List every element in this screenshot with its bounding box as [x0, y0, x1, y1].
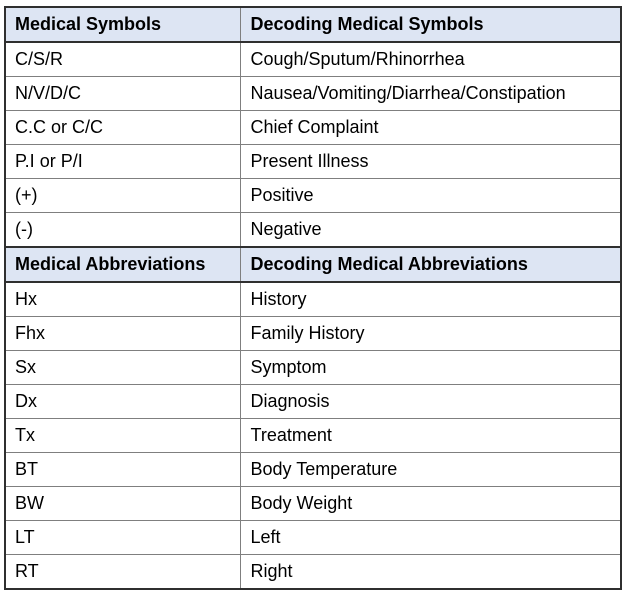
term-cell: RT — [5, 555, 240, 590]
meaning-cell: Right — [240, 555, 621, 590]
table-row — [5, 487, 621, 521]
meaning-cell: Symptom — [240, 351, 621, 385]
term-cell: Tx — [5, 419, 240, 453]
symbols-header-cell: Decoding Medical Symbols — [240, 7, 621, 42]
symbols-header-cell: Medical Symbols — [5, 7, 240, 42]
abbreviations-header-cell: Medical Abbreviations — [5, 247, 240, 282]
meaning-cell: Body Temperature — [240, 453, 621, 487]
table-row — [5, 111, 621, 145]
term-cell: P.I or P/I — [5, 145, 240, 179]
abbreviations-header-cell: Decoding Medical Abbreviations — [240, 247, 621, 282]
table-row — [5, 419, 621, 453]
table-row — [5, 453, 621, 487]
term-cell: Dx — [5, 385, 240, 419]
meaning-cell: Body Weight — [240, 487, 621, 521]
meaning-cell: Diagnosis — [240, 385, 621, 419]
meaning-cell: Present Illness — [240, 145, 621, 179]
term-cell: C.C or C/C — [5, 111, 240, 145]
table-row — [5, 555, 621, 590]
table-row — [5, 77, 621, 111]
table-body — [5, 7, 621, 589]
meaning-cell: Positive — [240, 179, 621, 213]
term-cell: Hx — [5, 282, 240, 317]
term-cell: (+) — [5, 179, 240, 213]
meaning-cell: History — [240, 282, 621, 317]
term-cell: C/S/R — [5, 42, 240, 77]
table-row — [5, 213, 621, 248]
term-cell: BT — [5, 453, 240, 487]
meaning-cell: Cough/Sputum/Rhinorrhea — [240, 42, 621, 77]
symbols-header-row — [5, 7, 621, 42]
term-cell: BW — [5, 487, 240, 521]
medical-reference-table — [4, 6, 622, 590]
term-cell: N/V/D/C — [5, 77, 240, 111]
meaning-cell: Nausea/Vomiting/Diarrhea/Constipation — [240, 77, 621, 111]
abbreviations-header-row — [5, 247, 621, 282]
term-cell: LT — [5, 521, 240, 555]
table-row — [5, 179, 621, 213]
term-cell: Sx — [5, 351, 240, 385]
term-cell: (-) — [5, 213, 240, 248]
meaning-cell: Family History — [240, 317, 621, 351]
meaning-cell: Chief Complaint — [240, 111, 621, 145]
table-row — [5, 145, 621, 179]
table-row — [5, 385, 621, 419]
meaning-cell: Left — [240, 521, 621, 555]
table-row — [5, 351, 621, 385]
meaning-cell: Negative — [240, 213, 621, 248]
table-row — [5, 282, 621, 317]
table-row — [5, 42, 621, 77]
table-row — [5, 317, 621, 351]
term-cell: Fhx — [5, 317, 240, 351]
meaning-cell: Treatment — [240, 419, 621, 453]
table-row — [5, 521, 621, 555]
